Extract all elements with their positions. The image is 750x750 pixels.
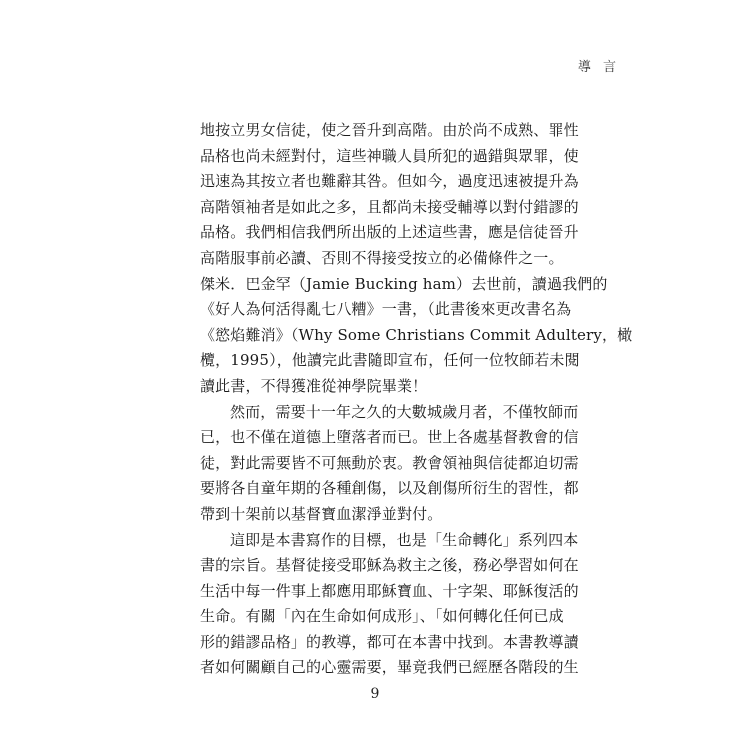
- text-line: 已，也不僅在道德上墮落者而已。世上各處基督教會的信: [200, 428, 579, 447]
- text-line: 帶到十架前以基督寶血潔淨並對付。: [200, 504, 443, 523]
- text-line: 形的錯謬品格」的教導，都可在本書中找到。本書教導讀: [200, 632, 579, 651]
- page-number: 9: [370, 686, 380, 702]
- text-line: 要將各自童年期的各種創傷，以及創傷所衍生的習性，都: [200, 479, 579, 498]
- text-line: 地按立男女信徒，使之晉升到高階。由於尚不成熟、罪性: [200, 121, 579, 139]
- text-line: 生命。有關「內在生命如何成形」、「如何轉化任何已成: [200, 607, 564, 626]
- text-line: 高階服事前必讀、否則不得接受按立的必備條件之一。: [200, 248, 564, 267]
- text-line: 《慾焰難消》（Why Some Christians Commit Adultery，橄: [200, 325, 633, 344]
- text-line: 品格也尚未經對付，這些神職人員所犯的過錯與眾罪，使: [200, 146, 579, 165]
- running-head: 導 言: [577, 60, 620, 75]
- text-line: 這即是本書寫作的目標，也是「生命轉化」系列四本: [230, 530, 579, 549]
- text-line: 徒，對此需要皆不可無動於衷。教會領袖與信徒都迫切需: [200, 453, 579, 472]
- paragraph-2: [200, 400, 579, 528]
- text-line: 欖，1995），他讀完此書隨即宣布，任何一位牧師若未閱: [200, 351, 580, 370]
- text-line: 高階領袖者是如此之多，且都尚未接受輔導以對付錯謬的: [200, 197, 579, 216]
- text-line: 傑米．巴金罕（Jamie Bucking ham）去世前，讀過我們的: [200, 274, 608, 293]
- text-line: 《好人為何活得亂七八糟》一書，（此書後來更改書名為: [200, 300, 572, 319]
- text-line: 讀此書，不得獲准從神學院畢業！: [200, 376, 428, 395]
- paragraph-1: [200, 118, 633, 400]
- text-line: 迅速為其按立者也難辭其咎。但如今，過度迅速被提升為: [200, 172, 579, 191]
- text-line: 書的宗旨。基督徒接受耶穌為救主之後，務必學習如何在: [200, 556, 579, 575]
- body-text: [200, 118, 633, 681]
- text-line: 然而，需要十一年之久的大數城歲月者，不僅牧師而: [230, 402, 579, 421]
- paragraph-3: [200, 528, 579, 682]
- text-line: 者如何關顧自己的心靈需要，畢竟我們已經歷各階段的生: [200, 658, 579, 677]
- text-line: 生活中每一件事上都應用耶穌寶血、十字架、耶穌復活的: [200, 581, 579, 600]
- text-line: 品格。我們相信我們所出版的上述這些書，應是信徒晉升: [200, 223, 579, 242]
